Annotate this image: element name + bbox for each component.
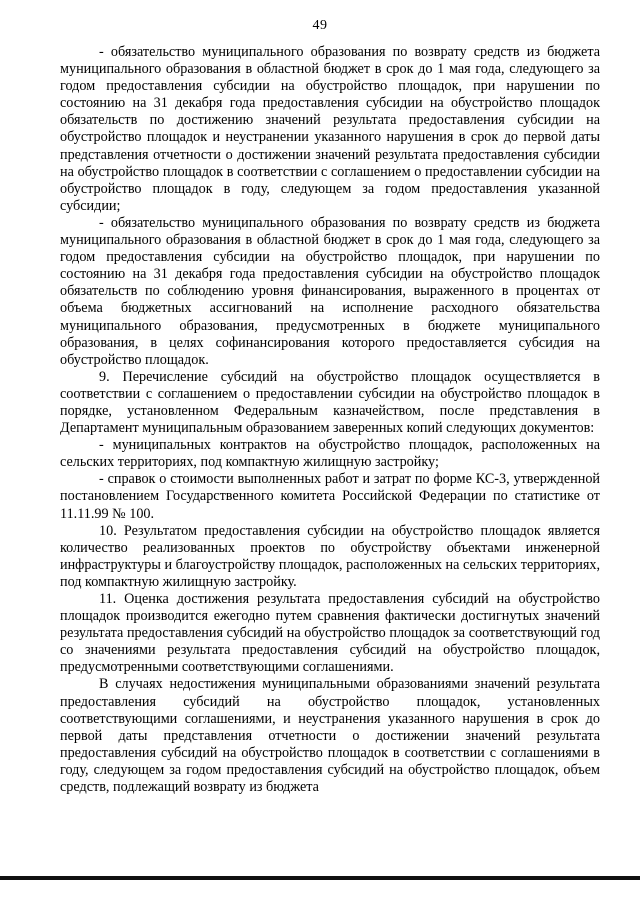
page-number: 49 (312, 18, 328, 33)
paragraph-refund-obligation-result: - обязательство муниципального образования по возврату средств из бюджета муниципального образования в областной бюджет в срок до 1 мая года, следующего за годом предоставления субсидии на обустройство площадок, при нарушении по состоянию на 31 декабря года предоставления субсидии на обустройство площадок обязательств по достижению значений результата предоставления субсидии на обустройство площадок и неустранении указанного нарушения в срок до первой даты представления отчетности о достижении значений результата предоставления субсидии на обустройство площадок в соответствии с соглашением о предоставлении субсидии на обустройство площадок в году, следующем за годом предоставления указанной субсидии; (60, 44, 600, 214)
paragraph-item-11-evaluation: 11. Оценка достижения результата предоставления субсидий на обустройство площадок производится ежегодно путем сравнения фактически достигнутых значений результата предоставления субсидий на обустройство площадок за соответствующий год со значениями результата предоставления субсидий на обустройство площадок, предусмотренными соответствующими соглашениями. (60, 591, 600, 676)
paragraph-non-achievement: В случаях недостижения муниципальными образованиями значений результата предоставления субсидий на обустройство площадок, установленных соответствующими соглашениями, и неустранения указанного нарушения в срок до первой даты представления отчетности о достижении значений результата предоставления субсидий на обустройство площадок в соответствии с соглашениями в году, следующем за годом предоставления субсидий на обустройство площадок, объем средств, подлежащий возврату из бюджета (60, 676, 600, 796)
paragraph-ks3-certificates: - справок о стоимости выполненных работ и затрат по форме КС-3, утвержденной постановлением Государственного комитета Российской Федерации по статистике от 11.11.99 № 100. (60, 471, 600, 522)
paragraph-municipal-contracts: - муниципальных контрактов на обустройство площадок, расположенных на сельских территориях, под компактную жилищную застройку; (60, 437, 600, 471)
paragraph-refund-obligation-financing: - обязательство муниципального образования по возврату средств из бюджета муниципального образования в областной бюджет в срок до 1 мая года, следующего за годом предоставления субсидии на обустройство площадок, при нарушении по состоянию на 31 декабря года предоставления субсидии на обустройство площадок обязательств по соблюдению уровня финансирования, выраженного в процентах от объема бюджетных ассигнований на исполнение расходного обязательства муниципального образования, предусмотренных в бюджете муниципального образования, в целях софинансирования которого предоставляется субсидия на обустройство площадок. (60, 214, 600, 368)
bottom-scan-edge (0, 876, 640, 880)
paragraph-item-10-result: 10. Результатом предоставления субсидии на обустройство площадок является количество реализованных проектов по обустройству объектами инженерной инфраструктуры и благоустройству площадок, расположенных на сельских территориях, под компактную жилищную застройку. (60, 522, 600, 590)
paragraph-item-9-transfer: 9. Перечисление субсидий на обустройство площадок осуществляется в соответствии с соглашением о предоставлении субсидии на обустройство площадок в порядке, установленном Федеральным казначейством, после представления в Департамент муниципальным образованием заверенных копий следующих документов: (60, 368, 600, 437)
document-body (60, 44, 600, 796)
